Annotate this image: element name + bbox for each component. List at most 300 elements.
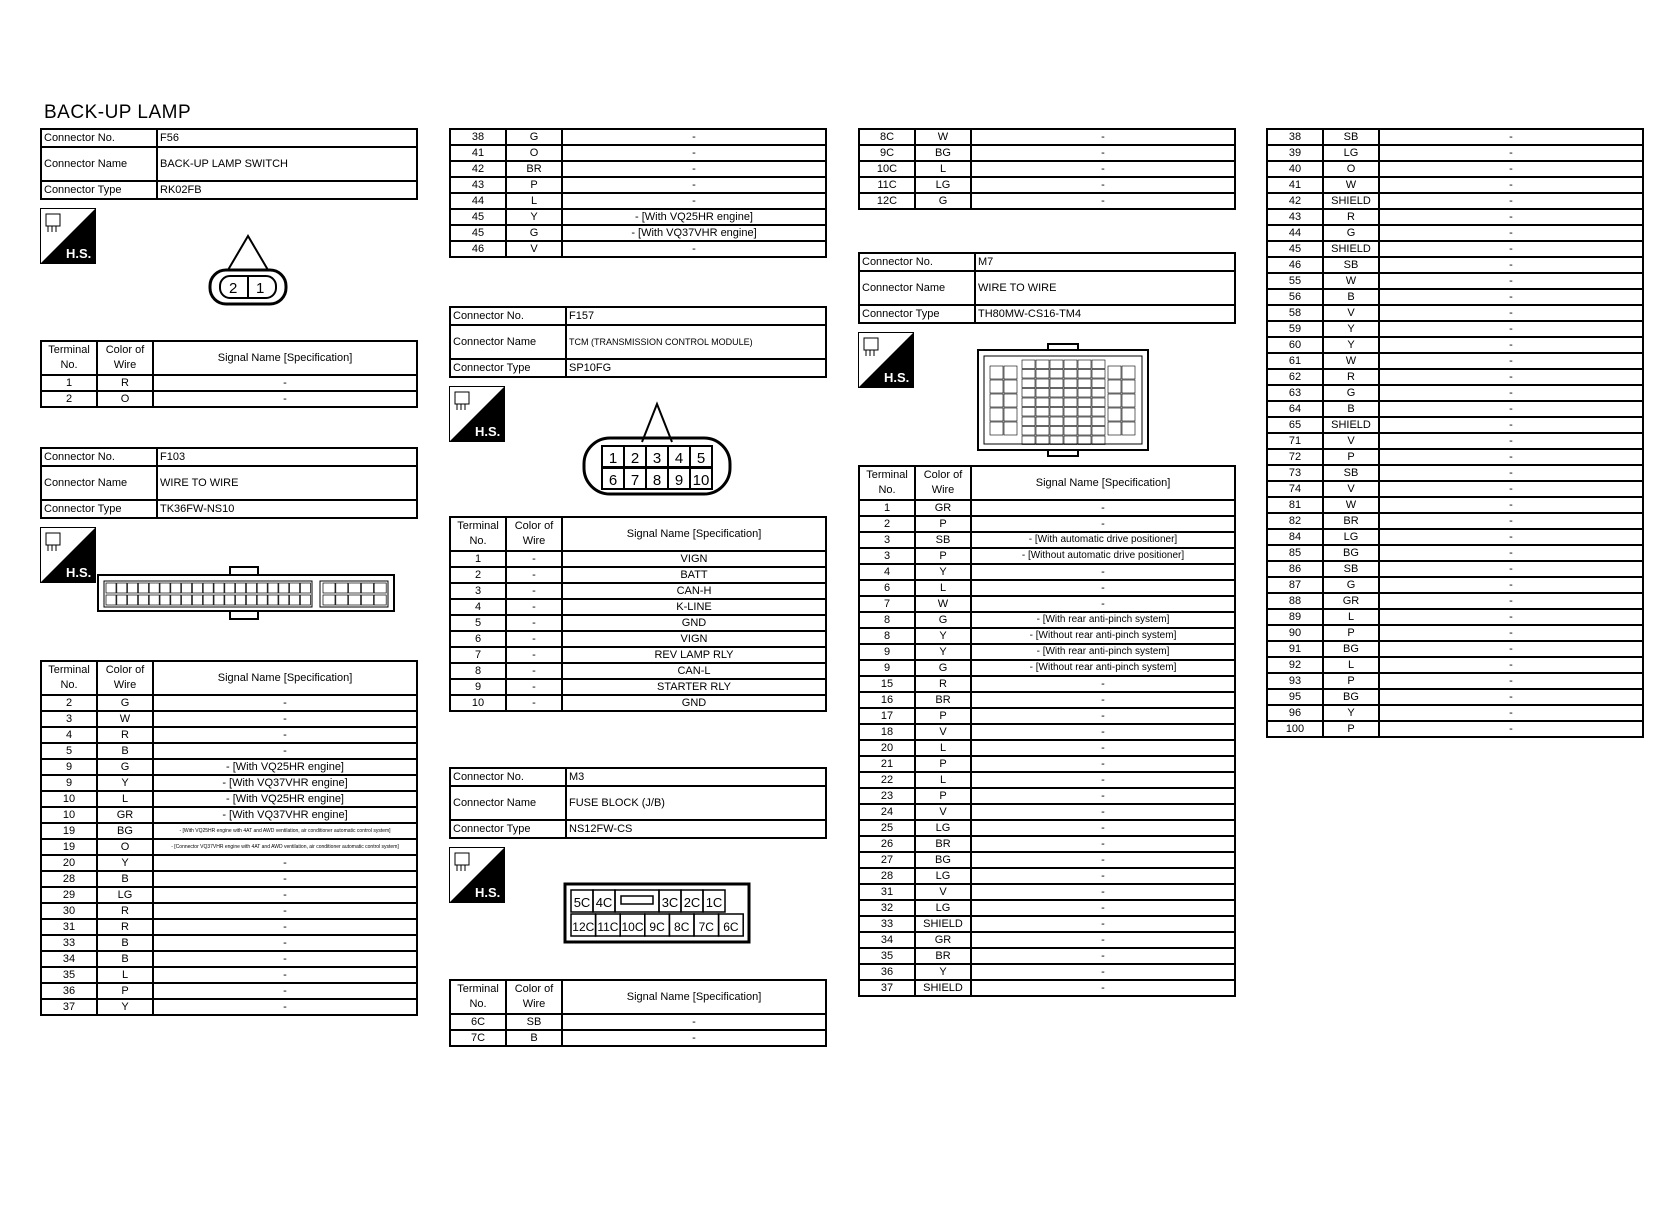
pin-cell [1036, 408, 1049, 417]
terminal-cell: 8 [859, 628, 915, 644]
pin-cell [990, 366, 1003, 379]
table-row [450, 1014, 826, 1030]
color-cell: R [1323, 369, 1379, 385]
connector-type-value: TH80MW-CS16-TM4 [975, 305, 1235, 323]
col-color: Color of Wire [97, 341, 153, 375]
table-row [1267, 145, 1643, 161]
pin-cell [1050, 379, 1063, 388]
pin-cell [1108, 380, 1121, 393]
terminal-cell: 33 [859, 916, 915, 932]
terminal-cell: 95 [1267, 689, 1323, 705]
table-row [859, 129, 1235, 145]
table-row [859, 516, 1235, 532]
connector-f157-diagram [582, 400, 732, 496]
pin-label: 4C [595, 895, 613, 910]
label-connector-name: Connector Name [859, 271, 975, 305]
col-color: Color of Wire [97, 661, 153, 695]
terminal-cell: 3 [859, 532, 915, 548]
table-row [1267, 449, 1643, 465]
signal-cell: - [1379, 721, 1643, 737]
terminal-cell: 6C [450, 1014, 506, 1030]
col-color: Color of Wire [506, 980, 562, 1014]
pin-label: 2 [630, 450, 640, 467]
signal-cell: - [Without rear anti-pinch system] [971, 628, 1235, 644]
table-row [41, 983, 417, 999]
table-row [1267, 417, 1643, 433]
color-cell: GR [915, 932, 971, 948]
signal-cell: - [With VQ25HR engine] [153, 791, 417, 807]
pin-cell [1064, 389, 1077, 398]
terminal-cell: 89 [1267, 609, 1323, 625]
color-cell: - [506, 583, 562, 599]
pin-cell [203, 583, 213, 593]
pin-cell [1036, 417, 1049, 426]
signal-cell: - [971, 916, 1235, 932]
terminal-cell: 1 [41, 375, 97, 391]
pin-cell [203, 595, 213, 605]
pin-cell [374, 583, 386, 593]
color-cell: R [97, 727, 153, 743]
color-cell: L [915, 580, 971, 596]
connector-f103-diagram [96, 565, 396, 621]
table-row [1267, 177, 1643, 193]
table-row [859, 580, 1235, 596]
table-row [450, 1030, 826, 1046]
terminal-cell: 35 [41, 967, 97, 983]
pin-cell [323, 583, 335, 593]
color-cell: L [915, 161, 971, 177]
pin-cell [1004, 408, 1017, 421]
table-row [1267, 289, 1643, 305]
terminal-cell: 7 [859, 596, 915, 612]
pin-cell [1108, 366, 1121, 379]
color-cell: V [915, 884, 971, 900]
terminal-cell: 74 [1267, 481, 1323, 497]
color-cell: - [506, 567, 562, 583]
signal-cell: - [971, 852, 1235, 868]
signal-cell: - [Without rear anti-pinch system] [971, 660, 1235, 676]
terminal-cell: 1 [859, 500, 915, 516]
table-row [450, 241, 826, 257]
color-cell: L [1323, 657, 1379, 673]
signal-cell: - [971, 964, 1235, 980]
pin-cell [290, 583, 300, 593]
color-cell: SHIELD [1323, 417, 1379, 433]
pin-label: 2C [683, 895, 701, 910]
signal-cell: - [971, 788, 1235, 804]
pin-cell [1050, 417, 1063, 426]
signal-cell: - [1379, 657, 1643, 673]
pin-cell [182, 595, 192, 605]
table-row [1267, 273, 1643, 289]
color-cell: BG [97, 823, 153, 839]
pin-cell [182, 583, 192, 593]
terminal-cell: 93 [1267, 673, 1323, 689]
terminal-cell: 41 [1267, 177, 1323, 193]
table-row [859, 788, 1235, 804]
table-row [1267, 513, 1643, 529]
hs-label: H.S. [475, 885, 501, 900]
terminal-cell: 29 [41, 887, 97, 903]
pin-label: 8C [674, 920, 690, 934]
table-row [41, 727, 417, 743]
signal-cell: GND [562, 695, 826, 711]
signal-cell: STARTER RLY [562, 679, 826, 695]
signal-cell: - [1379, 625, 1643, 641]
pin-cell [268, 595, 278, 605]
signal-cell: - [1379, 273, 1643, 289]
connector-name-value: BACK-UP LAMP SWITCH [157, 147, 417, 181]
color-cell: - [506, 631, 562, 647]
signal-cell: - [153, 951, 417, 967]
color-cell: Y [1323, 705, 1379, 721]
color-cell: V [1323, 433, 1379, 449]
color-cell: Y [97, 775, 153, 791]
table-row [1267, 593, 1643, 609]
color-cell: SHIELD [915, 980, 971, 996]
pin-cell [1050, 427, 1063, 436]
signal-cell: - [1379, 673, 1643, 689]
color-cell: SB [1323, 561, 1379, 577]
color-cell: BR [915, 836, 971, 852]
pin-cell [1004, 380, 1017, 393]
signal-cell: - [971, 596, 1235, 612]
color-cell: G [97, 759, 153, 775]
pin-label: 6C [723, 920, 739, 934]
pin-cell [246, 595, 256, 605]
table-row [1267, 225, 1643, 241]
signal-cell: - [971, 724, 1235, 740]
color-cell: P [1323, 449, 1379, 465]
terminal-cell: 10 [450, 695, 506, 711]
terminal-cell: 38 [1267, 129, 1323, 145]
signal-cell: - [971, 129, 1235, 145]
pin-cell [1092, 398, 1105, 407]
signal-cell: - [971, 580, 1235, 596]
terminal-cell: 90 [1267, 625, 1323, 641]
pin-cell [1078, 389, 1091, 398]
color-cell: SB [1323, 465, 1379, 481]
terminal-cell: 5 [450, 615, 506, 631]
color-cell: O [97, 839, 153, 855]
color-cell: SHIELD [1323, 241, 1379, 257]
color-cell: B [1323, 401, 1379, 417]
connector-f56-diagram [208, 232, 288, 308]
pin-cell [1050, 370, 1063, 379]
terminal-cell: 33 [41, 935, 97, 951]
table-row [450, 129, 826, 145]
pin-cell [1108, 422, 1121, 435]
connector-m3-pin-table [449, 979, 827, 1047]
pin-label: 10 [692, 472, 710, 489]
table-row [1267, 609, 1643, 625]
color-cell: GR [915, 500, 971, 516]
connector-no-value: M3 [566, 768, 826, 786]
color-cell: Y [1323, 321, 1379, 337]
signal-cell: - [153, 967, 417, 983]
terminal-cell: 30 [41, 903, 97, 919]
terminal-cell: 8C [859, 129, 915, 145]
table-row [859, 836, 1235, 852]
col-terminal: Terminal No. [41, 341, 97, 375]
color-cell: SB [915, 532, 971, 548]
pin-label: 3C [661, 895, 679, 910]
color-cell: G [915, 612, 971, 628]
signal-cell: - [971, 692, 1235, 708]
signal-cell: - [With rear anti-pinch system] [971, 612, 1235, 628]
signal-cell: - [971, 900, 1235, 916]
table-row [1267, 529, 1643, 545]
terminal-cell: 15 [859, 676, 915, 692]
color-cell: BR [915, 692, 971, 708]
connector-f103-info [40, 447, 418, 519]
signal-cell: - [1379, 417, 1643, 433]
signal-cell: - [562, 145, 826, 161]
color-cell: LG [915, 177, 971, 193]
color-cell: B [97, 743, 153, 759]
pin-label: 1C [705, 895, 723, 910]
color-cell: Y [97, 999, 153, 1015]
pin-cell [1004, 422, 1017, 435]
table-row [1267, 577, 1643, 593]
label-connector-type: Connector Type [450, 820, 566, 838]
pin-cell [1036, 379, 1049, 388]
signal-cell: - [With VQ25HR engine] [153, 759, 417, 775]
signal-cell: - [562, 241, 826, 257]
color-cell: Y [506, 209, 562, 225]
color-cell: - [506, 615, 562, 631]
pin-cell [1092, 436, 1105, 445]
pin-cell [1036, 370, 1049, 379]
pin-cell [1092, 408, 1105, 417]
table-row [1267, 705, 1643, 721]
pin-cell [1064, 360, 1077, 369]
pin-label: 11C [597, 920, 619, 934]
pin-cell [1036, 427, 1049, 436]
color-cell: G [1323, 577, 1379, 593]
pin-cell [138, 583, 148, 593]
signal-cell: - [1379, 305, 1643, 321]
terminal-cell: 88 [1267, 593, 1323, 609]
connector-f56-info [40, 128, 418, 200]
signal-cell: CAN-L [562, 663, 826, 679]
table-row [859, 708, 1235, 724]
terminal-cell: 85 [1267, 545, 1323, 561]
pin-cell [225, 583, 235, 593]
table-row [450, 567, 826, 583]
signal-cell: - [1379, 353, 1643, 369]
pin-cell [990, 408, 1003, 421]
connector-no-value: F56 [157, 129, 417, 147]
pin-cell [1078, 379, 1091, 388]
color-cell: LG [1323, 529, 1379, 545]
table-row [1267, 497, 1643, 513]
color-cell: P [97, 983, 153, 999]
signal-cell: - [562, 161, 826, 177]
pin-cell [1022, 379, 1035, 388]
color-cell: P [915, 548, 971, 564]
label-connector-type: Connector Type [450, 359, 566, 377]
terminal-cell: 73 [1267, 465, 1323, 481]
terminal-cell: 42 [450, 161, 506, 177]
color-cell: BR [915, 948, 971, 964]
pin-cell [279, 595, 289, 605]
col-signal: Signal Name [Specification] [562, 980, 826, 1014]
table-row [41, 823, 417, 839]
terminal-cell: 61 [1267, 353, 1323, 369]
label-connector-name: Connector Name [41, 466, 157, 500]
table-row [41, 711, 417, 727]
col-terminal: Terminal No. [41, 661, 97, 695]
terminal-cell: 18 [859, 724, 915, 740]
table-row [859, 756, 1235, 772]
signal-cell: - [With VQ37VHR engine] [153, 807, 417, 823]
color-cell: Y [915, 644, 971, 660]
color-cell: G [1323, 385, 1379, 401]
terminal-cell: 58 [1267, 305, 1323, 321]
terminal-cell: 45 [450, 225, 506, 241]
signal-cell: - [With VQ25HR engine with 4AT and AWD ventilation, air conditioner automatic control system] [153, 823, 417, 839]
table-row [859, 900, 1235, 916]
table-row [450, 177, 826, 193]
signal-cell: - [1379, 161, 1643, 177]
pin-label: 7 [630, 472, 640, 489]
pin-cell [290, 595, 300, 605]
pin-label: 3 [652, 450, 662, 467]
table-row [859, 644, 1235, 660]
pin-cell [1078, 427, 1091, 436]
color-cell: GR [97, 807, 153, 823]
signal-cell: - [With VQ37VHR engine] [153, 775, 417, 791]
table-row [1267, 193, 1643, 209]
col-signal: Signal Name [Specification] [562, 517, 826, 551]
signal-cell: - [With rear anti-pinch system] [971, 644, 1235, 660]
pin-cell [236, 595, 246, 605]
signal-cell: - [1379, 225, 1643, 241]
connector-m7-pin-table [858, 465, 1236, 997]
color-cell: - [506, 679, 562, 695]
signal-cell: - [153, 727, 417, 743]
signal-cell: - [971, 932, 1235, 948]
signal-cell: - [1379, 529, 1643, 545]
pin-cell [1092, 370, 1105, 379]
table-row [41, 855, 417, 871]
col-color: Color of Wire [506, 517, 562, 551]
signal-cell: - [971, 500, 1235, 516]
color-cell: BG [915, 852, 971, 868]
terminal-cell: 36 [859, 964, 915, 980]
color-cell: P [1323, 673, 1379, 689]
pin-label: 2 [229, 280, 238, 297]
terminal-cell: 81 [1267, 497, 1323, 513]
table-row [1267, 721, 1643, 737]
color-cell: SB [506, 1014, 562, 1030]
signal-cell: - [1379, 449, 1643, 465]
signal-cell: - [1379, 513, 1643, 529]
terminal-cell: 55 [1267, 273, 1323, 289]
signal-cell: - [1379, 321, 1643, 337]
pin-label: 9C [649, 920, 665, 934]
color-cell: R [915, 676, 971, 692]
table-row [450, 615, 826, 631]
signal-cell: - [1379, 433, 1643, 449]
connector-m3-pin-table-cont [858, 128, 1236, 210]
pin-cell [214, 583, 224, 593]
signal-cell: BATT [562, 567, 826, 583]
signal-cell: - [With VQ37VHR engine] [562, 225, 826, 241]
pin-cell [1064, 417, 1077, 426]
table-row [859, 548, 1235, 564]
terminal-cell: 59 [1267, 321, 1323, 337]
signal-cell: - [971, 948, 1235, 964]
terminal-cell: 100 [1267, 721, 1323, 737]
color-cell: B [506, 1030, 562, 1046]
pin-cell [336, 595, 348, 605]
hs-label: H.S. [66, 565, 92, 580]
color-cell: P [1323, 625, 1379, 641]
color-cell: Y [97, 855, 153, 871]
pin-label: 6 [608, 472, 618, 489]
terminal-cell: 2 [450, 567, 506, 583]
table-row [1267, 545, 1643, 561]
color-cell: G [1323, 225, 1379, 241]
connector-m7-diagram [976, 342, 1150, 458]
signal-cell: K-LINE [562, 599, 826, 615]
terminal-cell: 87 [1267, 577, 1323, 593]
connector-no-value: M7 [975, 253, 1235, 271]
table-row [1267, 401, 1643, 417]
color-cell: - [506, 663, 562, 679]
pin-cell [1064, 398, 1077, 407]
pin-cell [361, 595, 373, 605]
pin-cell [1108, 394, 1121, 407]
label-connector-type: Connector Type [41, 181, 157, 199]
terminal-cell: 44 [450, 193, 506, 209]
pin-cell [128, 583, 138, 593]
terminal-cell: 86 [1267, 561, 1323, 577]
terminal-cell: 9 [450, 679, 506, 695]
table-row [859, 852, 1235, 868]
terminal-cell: 1 [450, 551, 506, 567]
pin-cell [1004, 366, 1017, 379]
pin-cell [1078, 370, 1091, 379]
signal-cell: - [971, 836, 1235, 852]
color-cell: P [915, 756, 971, 772]
table-row [859, 868, 1235, 884]
table-row [450, 695, 826, 711]
terminal-cell: 28 [859, 868, 915, 884]
label-connector-no: Connector No. [450, 768, 566, 786]
hs-label: H.S. [475, 424, 501, 439]
col-signal: Signal Name [Specification] [153, 341, 417, 375]
table-row [859, 724, 1235, 740]
signal-cell: - [153, 695, 417, 711]
pin-cell [171, 595, 181, 605]
connector-m7-pin-table-cont [1266, 128, 1644, 738]
signal-cell: - [1379, 385, 1643, 401]
signal-cell: - [971, 145, 1235, 161]
signal-cell: - [1379, 593, 1643, 609]
pin-cell [160, 595, 170, 605]
terminal-cell: 7 [450, 647, 506, 663]
terminal-cell: 20 [859, 740, 915, 756]
terminal-cell: 64 [1267, 401, 1323, 417]
table-row [859, 980, 1235, 996]
table-row [859, 161, 1235, 177]
terminal-cell: 6 [450, 631, 506, 647]
signal-cell: - [971, 820, 1235, 836]
terminal-cell: 34 [859, 932, 915, 948]
